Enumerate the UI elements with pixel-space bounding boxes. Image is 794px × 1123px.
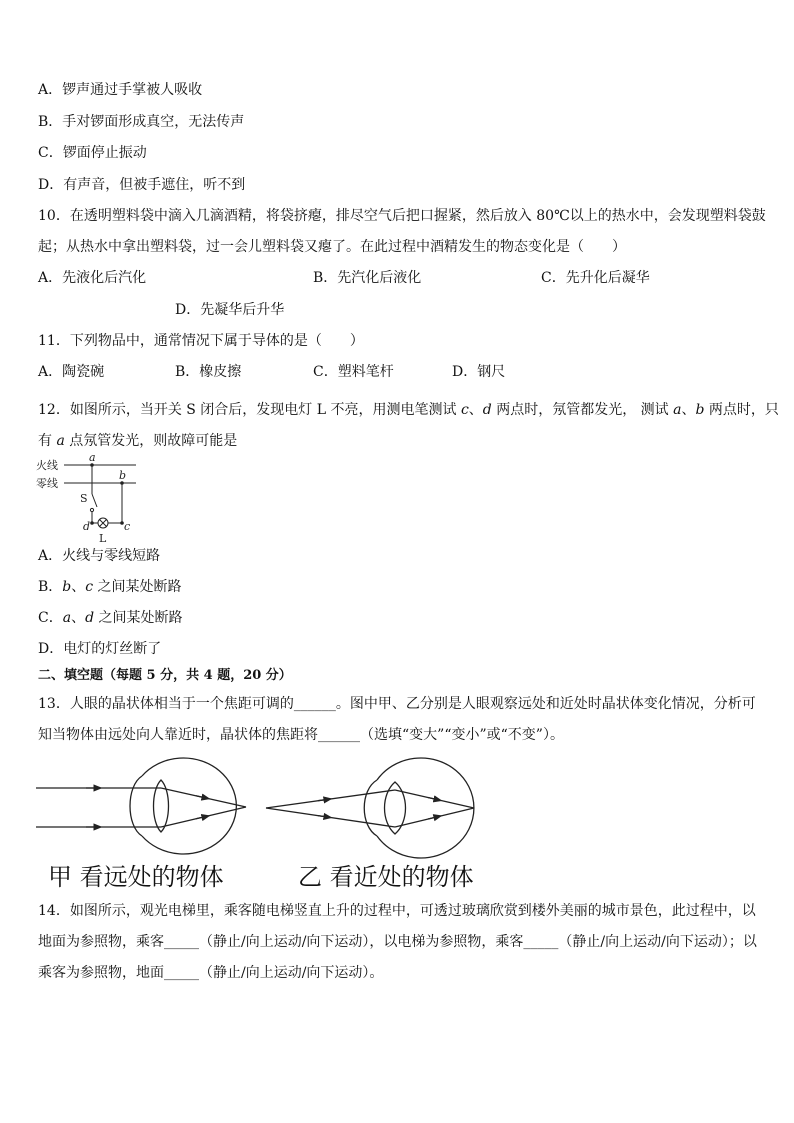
q12-text-1: 12．如图所示，当开关 S 闭合后，发现电灯 L 不亮，用测电笔测试: [38, 402, 461, 418]
q9-option-d: D．有声音，但被手遮住，听不到: [38, 177, 246, 193]
arrow-bottom-in: [318, 816, 328, 818]
q12-point-d: d: [482, 402, 492, 418]
q13-stem-line1: 13．人眼的晶状体相当于一个焦距可调的______。图中甲、乙分别是人眼观察远处和近处时晶状体变化情况，分析可: [38, 696, 756, 712]
label-a: a: [89, 451, 96, 464]
q14-stem-line2: 地面为参照物，乘客_____（静止/向上运动/向下运动），以电梯为参照物，乘客_____（静止/向上运动/向下运动）；以: [38, 934, 757, 950]
switch-contact: [90, 508, 93, 511]
q12-option-b: [38, 577, 182, 597]
label-lamp: L: [99, 532, 107, 545]
q12-option-d: D．电灯的灯丝断了: [38, 641, 162, 657]
eye-caption-near: 乙 看近处的物体: [298, 863, 474, 891]
q9-option-b: B．手对锣面形成真空，无法传声: [38, 114, 245, 130]
eye-diagram-far: [36, 758, 256, 858]
arrow-bottom-out: [196, 817, 206, 819]
circuit-diagram: [36, 452, 146, 544]
eyeball-outline: [377, 758, 474, 858]
q10-option-a: A．先液化后汽化: [38, 270, 147, 286]
label-neutral-wire: 零线: [36, 477, 58, 490]
ray-top-in: [266, 790, 395, 808]
q12-option-a: A．火线与零线短路: [38, 548, 161, 564]
label-c: c: [124, 520, 131, 533]
q11-stem: 11．下列物品中，通常情况下属于导体的是（ ）: [38, 333, 364, 349]
arrow-top-in: [318, 799, 328, 800]
q13-stem-line2: 知当物体由远处向人靠近时，晶状体的焦距将______（选填“变大”“变小”或“不变”）。: [38, 727, 564, 743]
q12-stem-line2: [38, 431, 237, 451]
q12-point-a: a: [673, 402, 682, 418]
q12-option-b-prefix: B．: [38, 579, 63, 595]
q11-option-a: A．陶瓷碗: [38, 364, 105, 380]
section-heading: 二、填空题（每题 5 分，共 4 题，20 分）: [38, 668, 292, 683]
q12-text-5: 点氖管发光，则故障可能是: [64, 433, 238, 449]
q12-option-c: [38, 608, 183, 628]
eye-caption-far: 甲 看远处的物体: [48, 863, 224, 891]
q12-option-b-point-c: c: [85, 579, 94, 595]
label-live-wire: 火线: [36, 459, 58, 472]
q12-text-2: 两点时，氖管都发光， 测试: [491, 402, 674, 418]
q10-stem-line2: 起；从热水中拿出塑料袋，过一会儿塑料袋又瘪了。在此过程中酒精发生的物态变化是（ ）: [38, 239, 626, 255]
q12-option-b-point-b: b: [62, 579, 72, 595]
q10-option-d: D．先凝华后升华: [175, 302, 285, 318]
q12-option-b-sep: 、: [71, 579, 86, 595]
label-switch: S: [80, 492, 88, 505]
q11-option-d: D．钢尺: [452, 364, 506, 380]
eyeball-outline: [142, 758, 236, 854]
eye-diagram-near: [262, 750, 482, 860]
node-d: [90, 521, 94, 525]
q12-sep-2: 、: [681, 402, 696, 418]
q12-option-b-text: 之间某处断路: [93, 579, 182, 595]
q10-stem-line1: 10．在透明塑料袋中滴入几滴酒精，将袋挤瘪，排尽空气后把口握紧，然后放入 80℃以上的热水中，会发现塑料袋鼓: [38, 208, 766, 224]
q12-point-b: b: [695, 402, 705, 418]
arrow-top-out: [428, 798, 438, 800]
q9-option-c: C．锣面停止振动: [38, 145, 147, 161]
q12-option-c-text: 之间某处断路: [94, 610, 183, 626]
arrow-top-out: [196, 796, 206, 798]
q12-text-3: 两点时，只: [704, 402, 779, 418]
q12-point-a-2: a: [56, 433, 65, 449]
q10-option-b: B．先汽化后液化: [313, 270, 422, 286]
cornea: [364, 780, 377, 836]
q12-point-c: c: [460, 402, 469, 418]
q12-option-c-point-a: a: [62, 610, 72, 626]
switch-blade: [92, 494, 97, 507]
q10-option-c: C．先升化后凝华: [541, 270, 650, 286]
q11-option-c: C．塑料笔杆: [313, 364, 394, 380]
arrow-bottom-out: [428, 817, 438, 819]
label-b: b: [119, 469, 127, 482]
q11-option-b: B．橡皮擦: [175, 364, 242, 380]
q14-stem-line3: 乘客为参照物，地面_____（静止/向上运动/向下运动）。: [38, 965, 384, 981]
ray-bottom-in: [266, 808, 395, 827]
q12-stem-line1: [38, 400, 779, 420]
q12-text-4: 有: [38, 433, 57, 449]
q12-option-c-prefix: C．: [38, 610, 63, 626]
label-d: d: [83, 520, 91, 533]
q9-option-a: A．锣声通过手掌被人吸收: [38, 82, 203, 98]
q12-sep-1: 、: [468, 402, 483, 418]
q14-stem-line1: 14．如图所示，观光电梯里，乘客随电梯竖直上升的过程中，可透过玻璃欣赏到楼外美丽的城市景色，此过程中，以: [38, 903, 756, 919]
q12-option-c-point-d: d: [85, 610, 95, 626]
q12-option-c-sep: 、: [71, 610, 86, 626]
